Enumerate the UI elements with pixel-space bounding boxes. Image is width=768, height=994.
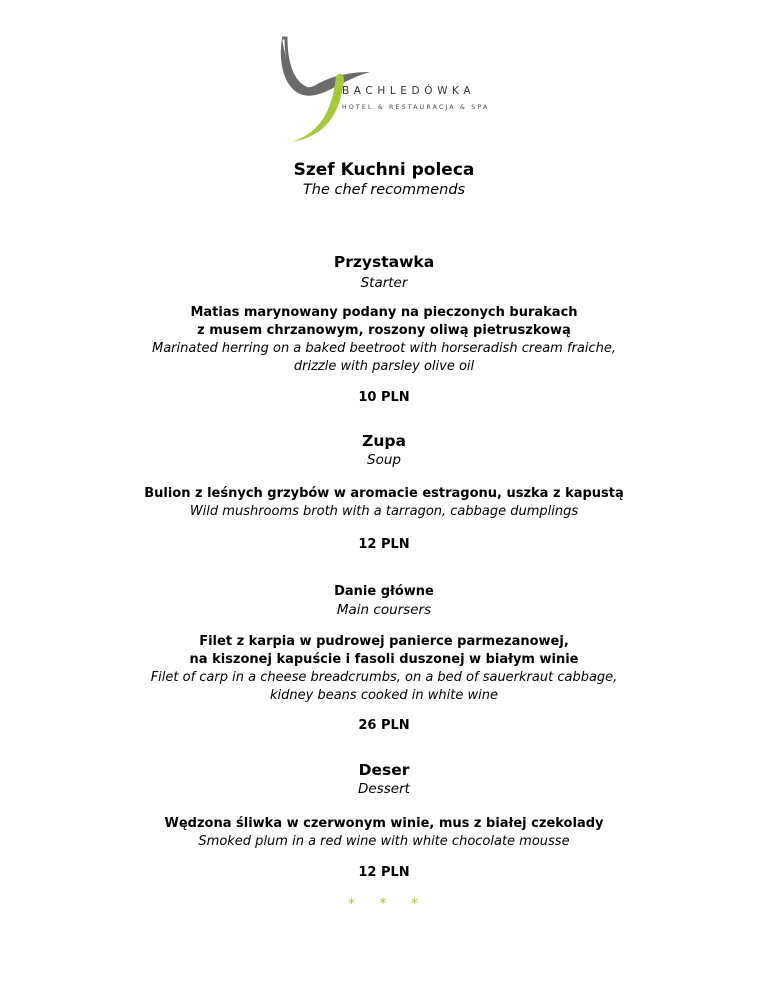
star-icon: * [410, 896, 420, 912]
section-title-dessert: Deser [358, 761, 410, 779]
price: 26 PLN [358, 718, 410, 733]
dish-description-line: Filet of carp in a cheese breadcrumbs, on a bed of sauerkraut cabbage, [150, 670, 618, 685]
star-icon: * [379, 896, 389, 912]
dish-description-line: Smoked plum in a red wine with white chocolate mousse [198, 834, 570, 849]
dish-description-line: Wild mushrooms broth with a tarragon, cabbage dumplings [189, 504, 579, 519]
dish-name-line: Bulion z leśnych grzybów w aromacie estragonu, uszka z kapustą [144, 486, 624, 501]
section-title-soup-en: Soup [367, 452, 401, 468]
dish-name-line: Filet z karpia w pudrowej panierce parmezanowej, [199, 634, 569, 649]
decorative-stars [0, 896, 768, 912]
dish-name-line: na kiszonej kapuście i fasoli duszonej w białym winie [189, 652, 579, 667]
brand-logo [270, 32, 510, 150]
section-title-dessert-en: Dessert [358, 781, 410, 797]
section-title-main-en: Main coursers [336, 602, 432, 618]
dish-description-line: Marinated herring on a baked beetroot with horseradish cream fraiche, [152, 341, 616, 356]
section-title-starter-en: Starter [360, 275, 408, 291]
price: 10 PLN [358, 390, 410, 405]
brand-tagline: HOTEL & RESTAURACJA & SPA [342, 104, 490, 111]
section-title-soup: Zupa [362, 432, 406, 450]
page-subtitle: The chef recommends [302, 182, 466, 198]
dish-name-line: Wędzona śliwka w czerwonym winie, mus z białej czekolady [164, 816, 604, 831]
page-title: Szef Kuchni poleca [293, 160, 475, 180]
dish-description-line: drizzle with parsley olive oil [293, 359, 475, 374]
dish-name-line: Matias marynowany podany na pieczonych burakach [190, 305, 578, 320]
price: 12 PLN [358, 537, 410, 552]
price: 12 PLN [358, 865, 410, 880]
star-icon: * [348, 896, 358, 912]
dish-name-line: z musem chrzanowym, roszony oliwą pietruszkową [197, 323, 571, 338]
dish-description-line: kidney beans cooked in white wine [270, 688, 498, 703]
section-title-starter: Przystawka [333, 253, 435, 271]
section-title-main: Danie główne [334, 584, 434, 599]
brand-name: BACHLEDÓWKA [342, 85, 476, 97]
